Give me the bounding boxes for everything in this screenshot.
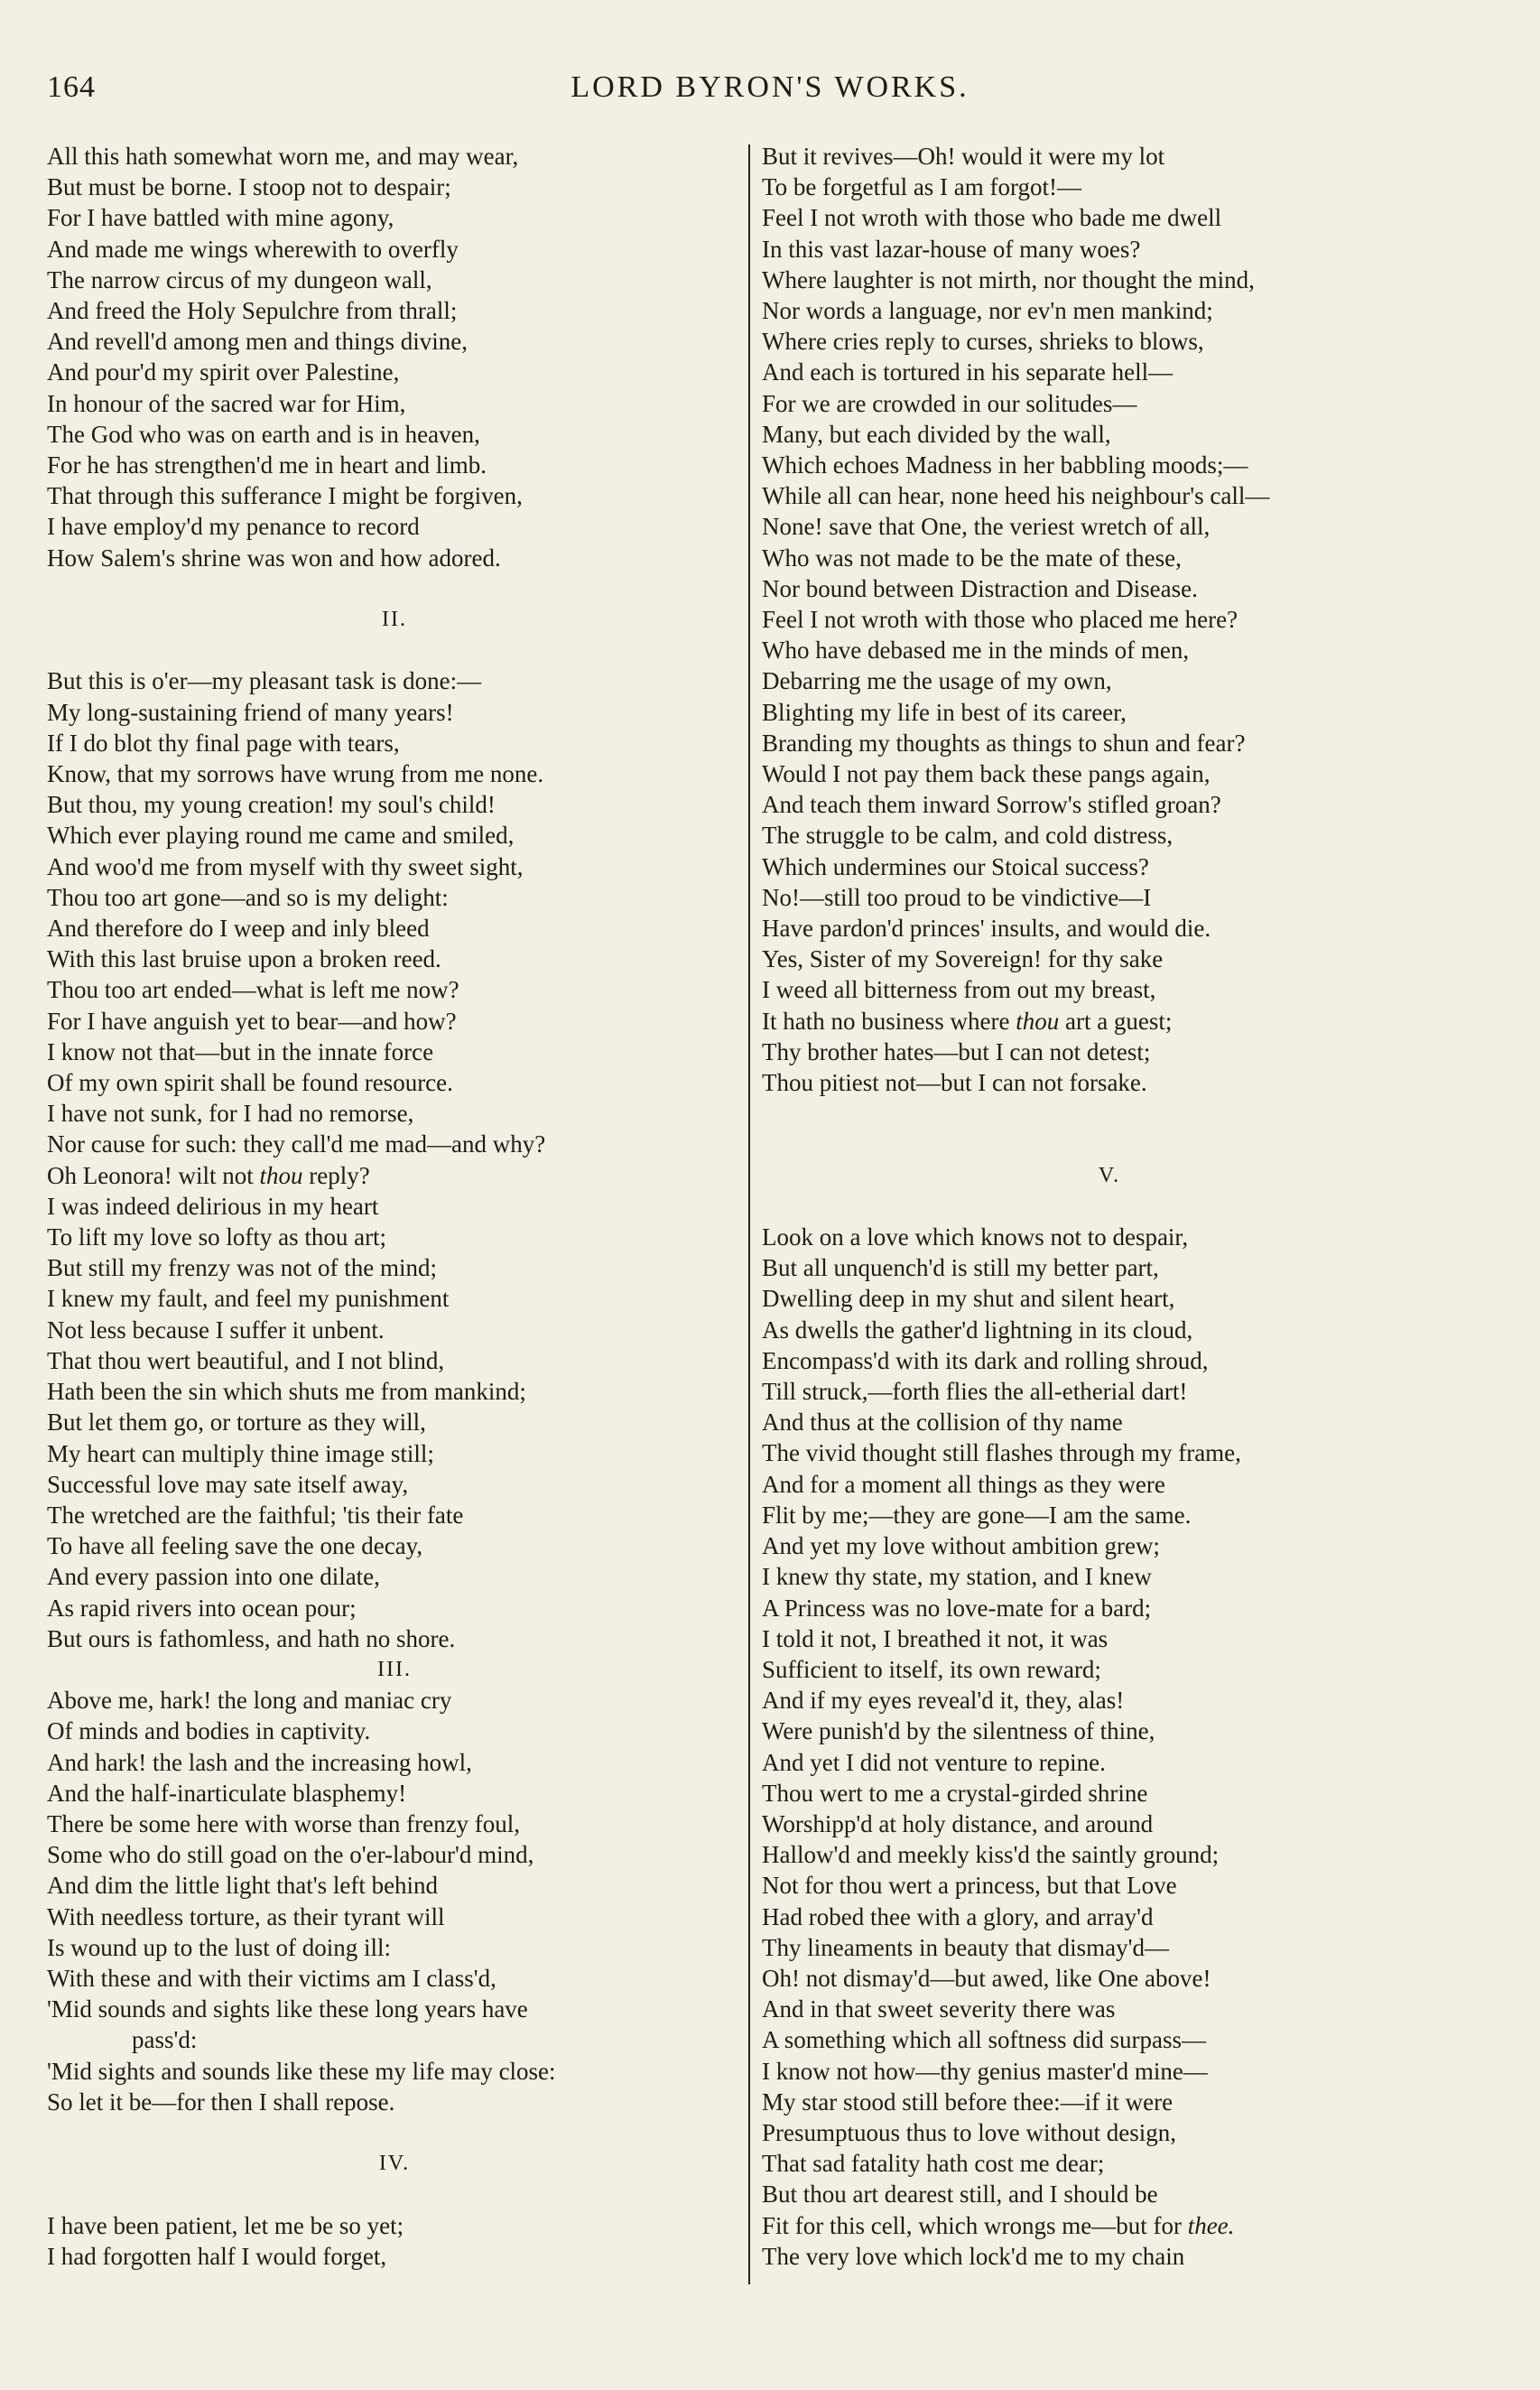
verse-line — [47, 1160, 742, 1191]
verse-line: 'Mid sounds and sights like these long years have — [47, 1995, 528, 2023]
verse-line: Thou too art ended—what is left me now? — [47, 976, 459, 1004]
verse-line: But this is o'er—my pleasant task is done:— — [47, 667, 482, 695]
italic-word: thou — [259, 1161, 303, 1189]
verse-line: Of minds and bodies in captivity. — [47, 1717, 371, 1745]
verse-line: Thy brother hates—but I can not detest; — [762, 1037, 1151, 1065]
verse-line: The narrow circus of my dungeon wall, — [47, 265, 432, 293]
verse-line: But ours is fathomless, and hath no shore. — [47, 1624, 456, 1652]
verse-line: While all can hear, none heed his neighbour's call— — [762, 482, 1270, 510]
verse-line: Not less because I suffer it unbent. — [47, 1316, 385, 1344]
verse-line: And yet my love without ambition grew; — [762, 1532, 1160, 1560]
verse-line: How Salem's shrine was won and how adored. — [47, 544, 501, 572]
verse-line: Encompass'd with its dark and rolling shroud, — [762, 1346, 1209, 1374]
verse-line: But all unquench'd is still my better part, — [762, 1254, 1159, 1282]
verse-line: Worshipp'd at holy distance, and around — [762, 1809, 1154, 1837]
verse-line: My heart can multiply thine image still; — [47, 1439, 434, 1467]
verse-line: Which echoes Madness in her babbling moods;— — [762, 451, 1248, 479]
verse-line: Yes, Sister of my Sovereign! for thy sake — [762, 945, 1164, 973]
verse-line: The struggle to be calm, and cold distress, — [762, 822, 1174, 850]
verse-line: Hallow'd and meekly kiss'd the saintly ground; — [762, 1841, 1220, 1869]
verse-line: In this vast lazar-house of many woes? — [762, 235, 1141, 263]
verse-line: I had forgotten half I would forget, — [47, 2242, 387, 2270]
verse-line: Who was not made to be the mate of these, — [762, 544, 1182, 572]
verse-line: And revell'd among men and things divine, — [47, 328, 468, 356]
verse-line: Is wound up to the lust of doing ill: — [47, 1933, 391, 1961]
verse-text: Fit for this cell, which wrongs me—but for — [762, 2211, 1188, 2239]
verse-line: I told it not, I breathed it not, it was — [762, 1624, 1109, 1652]
verse-line: pass'd: — [132, 2026, 198, 2054]
blank-line — [762, 1191, 1457, 1222]
verse-line: The God who was on earth and is in heaven, — [47, 420, 480, 448]
verse-line: The vivid thought still flashes through my frame, — [762, 1439, 1241, 1467]
verse-line: Were punish'd by the silentness of thine, — [762, 1717, 1155, 1745]
verse-line: Where cries reply to curses, shrieks to blows, — [762, 328, 1204, 356]
verse-line: For I have anguish yet to bear—and how? — [47, 1007, 457, 1035]
verse-line: I weed all bitterness from out my breast, — [762, 976, 1156, 1004]
verse-line: Not for thou wert a princess, but that Love — [762, 1872, 1177, 1900]
italic-word: thou — [1016, 1007, 1060, 1035]
verse-line: And made me wings wherewith to overfly — [47, 235, 459, 263]
italic-word: thee. — [1187, 2211, 1235, 2239]
verse-line: Above me, hark! the long and maniac cry — [47, 1687, 452, 1715]
verse-line: And teach them inward Sorrow's stifled groan? — [762, 791, 1221, 819]
verse-line: Debarring me the usage of my own, — [762, 667, 1112, 695]
verse-line: And hark! the lash and the increasing howl, — [47, 1748, 472, 1776]
verse-line: 'Mid sights and sounds like these my life may close: — [47, 2057, 556, 2085]
verse-line: None! save that One, the veriest wretch of all, — [762, 513, 1211, 541]
verse-line: Dwelling deep in my shut and silent heart, — [762, 1285, 1175, 1313]
blank-line — [47, 2179, 742, 2209]
verse-line: Who have debased me in the minds of men, — [762, 637, 1190, 665]
verse-line: And each is tortured in his separate hell— — [762, 358, 1174, 386]
verse-line: Thou wert to me a crystal-girded shrine — [762, 1779, 1148, 1807]
verse-line: So let it be—for then I shall repose. — [47, 2088, 395, 2116]
verse-line: For we are crowded in our solitudes— — [762, 389, 1137, 417]
verse-text: art a guest; — [1059, 1007, 1173, 1035]
verse-line: Successful love may sate itself away, — [47, 1470, 409, 1498]
verse-line: Branding my thoughts as things to shun and fear? — [762, 729, 1246, 757]
verse-line: But thou, my young creation! my soul's child! — [47, 791, 496, 819]
blank-line — [47, 573, 742, 604]
verse-line: Have pardon'd princes' insults, and would die. — [762, 915, 1211, 943]
verse-line: Look on a love which knows not to despair, — [762, 1223, 1189, 1251]
verse-line: Nor words a language, nor ev'n men mankind; — [762, 297, 1213, 325]
verse-text: Oh Leonora! wilt not — [47, 1161, 260, 1189]
verse-line: The wretched are the faithful; 'tis their fate — [47, 1501, 464, 1529]
verse-line: Thy lineaments in beauty that dismay'd— — [762, 1933, 1170, 1961]
left-column — [47, 141, 742, 2272]
blank-line — [47, 2117, 742, 2148]
verse-line: And the half-inarticulate blasphemy! — [47, 1779, 407, 1807]
verse-text: It hath no business where — [762, 1007, 1016, 1035]
verse-line: I knew my fault, and feel my punishment — [47, 1285, 450, 1313]
section-number: III. — [377, 1657, 412, 1681]
verse-line: Which ever playing round me came and smiled, — [47, 822, 515, 850]
verse-line: Of my own spirit shall be found resource. — [47, 1069, 453, 1097]
verse-line: With these and with their victims am I class'd, — [47, 1964, 496, 1992]
verse-line: Feel I not wroth with those who placed me here? — [762, 606, 1238, 634]
section-number: V. — [1098, 1163, 1121, 1187]
verse-line: And in that sweet severity there was — [762, 1995, 1116, 2023]
verse-line: And if my eyes reveal'd it, they, alas! — [762, 1687, 1125, 1715]
verse-line: All this hath somewhat worn me, and may wear, — [47, 143, 519, 170]
verse-line: And yet I did not venture to repine. — [762, 1748, 1106, 1776]
verse-line: To have all feeling save the one decay, — [47, 1532, 423, 1560]
verse-line: I know not how—thy genius master'd mine— — [762, 2057, 1208, 2085]
page-header — [47, 70, 1493, 125]
verse-line: Would I not pay them back these pangs again, — [762, 760, 1211, 788]
verse-line: Thou pitiest not—but I can not forsake. — [762, 1069, 1147, 1097]
verse-line: I have not sunk, for I had no remorse, — [47, 1100, 414, 1128]
verse-line: Know, that my sorrows have wrung from me none. — [47, 760, 544, 788]
verse-line: My long-sustaining friend of many years! — [47, 698, 454, 726]
verse-line: To be forgetful as I am forgot!— — [762, 173, 1082, 201]
verse-line: But it revives—Oh! would it were my lot — [762, 143, 1165, 170]
verse-line: Nor cause for such: they call'd me mad—and why? — [47, 1130, 546, 1158]
right-column — [762, 141, 1457, 2272]
verse-line: And every passion into one dilate, — [47, 1563, 380, 1591]
verse-line: The very love which lock'd me to my chain — [762, 2242, 1185, 2270]
verse-line: Sufficient to itself, its own reward; — [762, 1655, 1101, 1683]
verse-line: Nor bound between Distraction and Disease. — [762, 574, 1198, 602]
verse-line: Blighting my life in best of its career, — [762, 698, 1127, 726]
verse-line: But let them go, or torture as they will, — [47, 1409, 426, 1437]
verse-line: In honour of the sacred war for Him, — [47, 389, 406, 417]
verse-line: As dwells the gather'd lightning in its cloud, — [762, 1316, 1193, 1344]
blank-line — [762, 1098, 1457, 1129]
verse-line: Till struck,—forth flies the all-etherial dart! — [762, 1378, 1188, 1406]
verse-line: Presumptuous thus to love without design, — [762, 2118, 1176, 2146]
verse-line: A Princess was no love-mate for a bard; — [762, 1594, 1152, 1622]
verse-line: And woo'd me from myself with thy sweet sight, — [47, 852, 524, 880]
verse-line: That sad fatality hath cost me dear; — [762, 2150, 1105, 2178]
verse-line: For he has strengthen'd me in heart and limb. — [47, 451, 487, 479]
verse-line: I have been patient, let me be so yet; — [47, 2211, 404, 2239]
verse-line: With this last bruise upon a broken reed. — [47, 945, 441, 973]
verse-line: Where laughter is not mirth, nor thought the mind, — [762, 265, 1255, 293]
verse-line: But must be borne. I stoop not to despair; — [47, 173, 451, 201]
verse-line: I have employ'd my penance to record — [47, 513, 420, 541]
verse-line: And thus at the collision of thy name — [762, 1409, 1123, 1437]
verse-line: That thou wert beautiful, and I not blind, — [47, 1346, 445, 1374]
verse-text: reply? — [302, 1161, 370, 1189]
running-title: LORD BYRON'S WORKS. — [571, 70, 969, 104]
verse-line: To lift my love so lofty as thou art; — [47, 1223, 387, 1251]
verse-line — [762, 1006, 1457, 1037]
verse-line: With needless torture, as their tyrant will — [47, 1902, 445, 1930]
verse-line: I know not that—but in the innate force — [47, 1037, 434, 1065]
verse-line: Feel I not wroth with those who bade me dwell — [762, 204, 1222, 232]
verse-line: And for a moment all things as they were — [762, 1470, 1165, 1498]
verse-line: Thou too art gone—and so is my delight: — [47, 883, 449, 911]
verse-line: Hath been the sin which shuts me from mankind; — [47, 1378, 526, 1406]
blank-line — [762, 1129, 1457, 1159]
verse-line: And therefore do I weep and inly bleed — [47, 915, 430, 943]
verse-line: As rapid rivers into ocean pour; — [47, 1594, 357, 1622]
verse-line: Had robed thee with a glory, and array'd — [762, 1902, 1154, 1930]
verse-line: I was indeed delirious in my heart — [47, 1192, 379, 1220]
section-number: II. — [382, 608, 407, 632]
verse-line: If I do blot thy final page with tears, — [47, 729, 400, 757]
verse-line — [762, 2210, 1457, 2241]
verse-line: Flit by me;—they are gone—I am the same. — [762, 1501, 1192, 1529]
verse-line: Oh! not dismay'd—but awed, like One above! — [762, 1964, 1211, 1992]
page-number: 164 — [47, 70, 96, 104]
verse-line: Some who do still goad on the o'er-labour'd mind, — [47, 1841, 534, 1869]
verse-line: But still my frenzy was not of the mind; — [47, 1254, 437, 1282]
verse-line: And freed the Holy Sepulchre from thrall; — [47, 297, 458, 325]
verse-line: For I have battled with mine agony, — [47, 204, 394, 232]
verse-line: And dim the little light that's left behind — [47, 1872, 439, 1900]
blank-line — [47, 635, 742, 665]
verse-line: My star stood still before thee:—if it were — [762, 2088, 1174, 2116]
verse-line: Many, but each divided by the wall, — [762, 420, 1111, 448]
verse-line: Which undermines our Stoical success? — [762, 852, 1149, 880]
verse-line: And pour'd my spirit over Palestine, — [47, 358, 400, 386]
verse-line: I knew thy state, my station, and I knew — [762, 1563, 1152, 1591]
verse-line: A something which all softness did surpass— — [762, 2026, 1206, 2054]
verse-line: That through this sufferance I might be forgiven, — [47, 482, 523, 510]
verse-line: But thou art dearest still, and I should be — [762, 2181, 1158, 2209]
verse-line: There be some here with worse than frenzy foul, — [47, 1809, 521, 1837]
verse-line: No!—still too proud to be vindictive—I — [762, 883, 1152, 911]
section-number: IV. — [378, 2152, 411, 2176]
column-divider — [748, 144, 750, 2284]
